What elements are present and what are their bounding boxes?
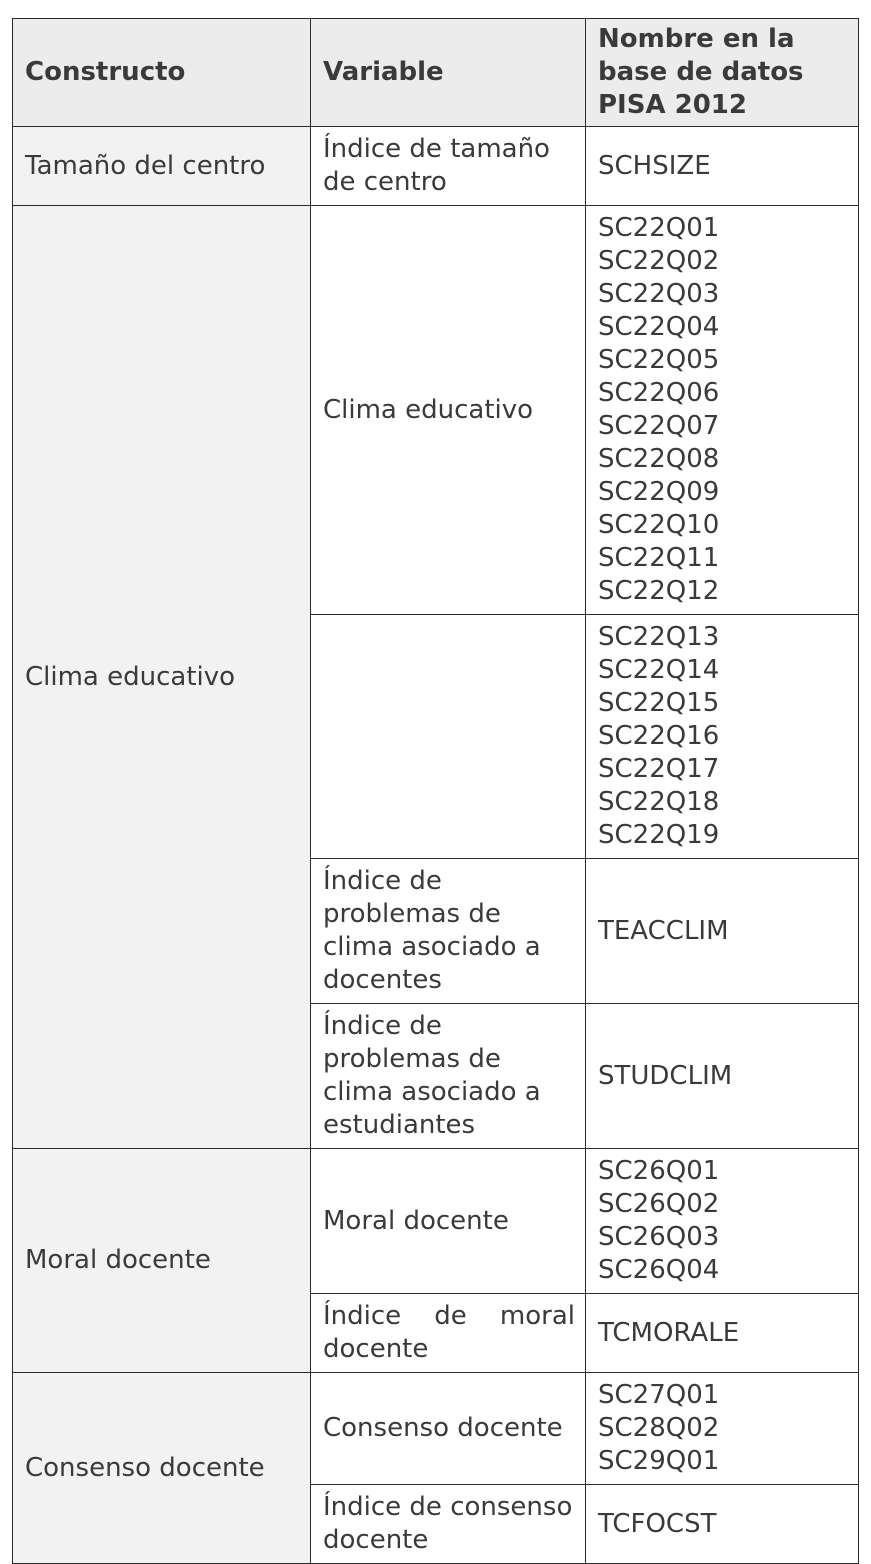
variable-cell: Índice de problemas de clima asociado a estudiantes <box>311 1004 586 1149</box>
variable-cell: Consenso docente <box>311 1373 586 1485</box>
variable-cell: Índice de problemas de clima asociado a docentes <box>311 859 586 1004</box>
dbname-cell: SC27Q01 SC28Q02 SC29Q01 <box>586 1373 859 1485</box>
dbname-cell: SC26Q01 SC26Q02 SC26Q03 SC26Q04 <box>586 1149 859 1294</box>
variable-cell: Clima educativo <box>311 206 586 615</box>
variable-cell <box>311 615 586 859</box>
table-row <box>13 1149 859 1294</box>
construct-cell: Clima educativo <box>13 206 311 1149</box>
table-row <box>13 1373 859 1485</box>
variable-cell: Índice de consenso docente <box>311 1485 586 1564</box>
pisa-variables-table <box>12 18 859 1564</box>
dbname-cell: SCHSIZE <box>586 127 859 206</box>
construct-cell: Tamaño del centro <box>13 127 311 206</box>
header-construct: Constructo <box>13 19 311 127</box>
table-row <box>13 206 859 615</box>
construct-cell: Moral docente <box>13 1149 311 1373</box>
header-variable: Variable <box>311 19 586 127</box>
table-row <box>13 127 859 206</box>
dbname-cell <box>586 615 859 859</box>
dbname-cell <box>586 206 859 615</box>
db-codes: SC22Q13 SC22Q14 SC22Q15 SC22Q16 SC22Q17 SC22Q18 SC22Q19 <box>598 622 720 850</box>
header-row <box>13 19 859 127</box>
dbname-cell: STUDCLIM <box>586 1004 859 1149</box>
construct-cell: Consenso docente <box>13 1373 311 1564</box>
variable-cell: Índice de tamaño de centro <box>311 127 586 206</box>
variable-cell: Índice de moral docente <box>311 1294 586 1373</box>
dbname-cell: TCFOCST <box>586 1485 859 1564</box>
dbname-cell: TEACCLIM <box>586 859 859 1004</box>
variable-cell: Moral docente <box>311 1149 586 1294</box>
dbname-cell: TCMORALE <box>586 1294 859 1373</box>
header-dbname: Nombre en la base de datos PISA 2012 <box>586 19 859 127</box>
db-codes: SC22Q01 SC22Q02 SC22Q03 SC22Q04 SC22Q05 SC22Q06 SC22Q07 SC22Q08 SC22Q09 SC22Q10 SC22Q11 SC22Q12 <box>598 213 720 606</box>
